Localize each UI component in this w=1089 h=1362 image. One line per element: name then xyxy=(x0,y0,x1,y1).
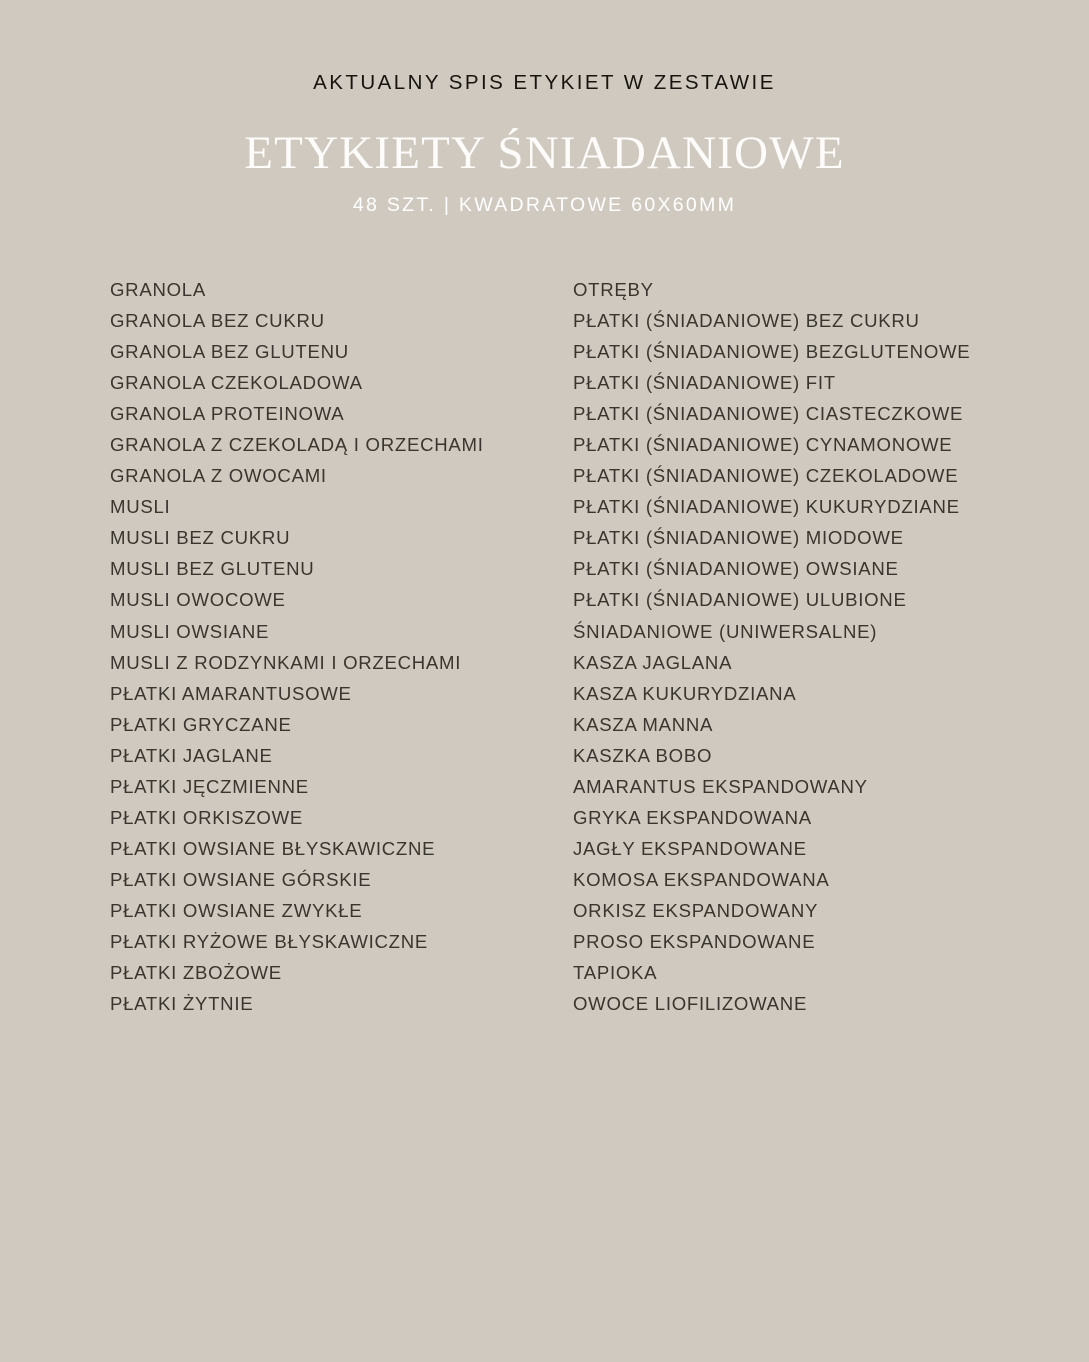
poster-header xyxy=(0,0,1089,217)
eyebrow-heading: AKTUALNY SPIS ETYKIET W ZESTAWIE xyxy=(313,71,776,94)
subtitle-quantity-size: 48 SZT. | KWADRATOWE 60X60MM xyxy=(352,193,737,216)
list-item: PŁATKI OWSIANE GÓRSKIE xyxy=(110,868,372,890)
list-item: GRANOLA PROTEINOWA xyxy=(110,403,345,425)
list-item: GRANOLA Z OWOCAMI xyxy=(110,465,327,487)
list-item: KASZA KUKURYDZIANA xyxy=(573,682,797,704)
list-item: KASZKA BOBO xyxy=(573,744,713,766)
list-item: OWOCE LIOFILIZOWANE xyxy=(573,993,808,1015)
list-item: GRANOLA xyxy=(110,279,206,300)
list-item: MUSLI OWSIANE xyxy=(110,620,270,642)
list-item: GRANOLA BEZ GLUTENU xyxy=(110,341,349,363)
list-item: PROSO EKSPANDOWANE xyxy=(573,930,816,952)
list-item: PŁATKI RYŻOWE BŁYSKAWICZNE xyxy=(110,930,428,952)
list-item: TAPIOKA xyxy=(573,962,658,984)
list-item: OTRĘBY xyxy=(573,279,654,300)
list-item: MUSLI BEZ CUKRU xyxy=(110,527,291,549)
list-item: ŚNIADANIOWE (UNIWERSALNE) xyxy=(573,620,878,642)
list-item: PŁATKI (ŚNIADANIOWE) MIODOWE xyxy=(573,527,904,549)
page-title: ETYKIETY ŚNIADANIOWE xyxy=(244,126,845,179)
list-item: JAGŁY EKSPANDOWANE xyxy=(573,837,807,859)
list-item: ORKISZ EKSPANDOWANY xyxy=(573,899,819,921)
list-item: PŁATKI (ŚNIADANIOWE) ULUBIONE xyxy=(573,589,907,611)
list-item: MUSLI Z RODZYNKAMI I ORZECHAMI xyxy=(110,651,462,673)
list-item: GRANOLA BEZ CUKRU xyxy=(110,310,325,332)
list-item: GRANOLA Z CZEKOLADĄ I ORZECHAMI xyxy=(110,434,484,456)
list-item: PŁATKI AMARANTUSOWE xyxy=(110,682,352,704)
list-item: PŁATKI (ŚNIADANIOWE) FIT xyxy=(573,372,836,394)
list-item: MUSLI BEZ GLUTENU xyxy=(110,558,315,580)
list-item: KASZA MANNA xyxy=(573,713,714,735)
list-item: GRYKA EKSPANDOWANA xyxy=(573,806,812,828)
list-item: PŁATKI ŻYTNIE xyxy=(110,993,254,1015)
list-item: PŁATKI OWSIANE ZWYKŁE xyxy=(110,899,363,921)
list-item: GRANOLA CZEKOLADOWA xyxy=(110,372,363,394)
label-list-right-column xyxy=(573,274,1023,1019)
list-item: PŁATKI (ŚNIADANIOWE) KUKURYDZIANE xyxy=(573,496,960,518)
list-item: PŁATKI JĘCZMIENNE xyxy=(110,775,309,797)
list-item: PŁATKI ORKISZOWE xyxy=(110,806,304,828)
list-item: PŁATKI OWSIANE BŁYSKAWICZNE xyxy=(110,837,436,859)
list-item: PŁATKI (ŚNIADANIOWE) CYNAMONOWE xyxy=(573,434,953,456)
list-item: PŁATKI JAGLANE xyxy=(110,744,273,766)
label-list-left-column xyxy=(110,274,555,1019)
label-list-columns xyxy=(0,274,1089,1019)
list-item: KASZA JAGLANA xyxy=(573,651,733,673)
list-item: MUSLI xyxy=(110,496,171,518)
list-item: PŁATKI (ŚNIADANIOWE) CZEKOLADOWE xyxy=(573,465,959,487)
list-item: PŁATKI (ŚNIADANIOWE) OWSIANE xyxy=(573,558,899,580)
list-item: PŁATKI GRYCZANE xyxy=(110,713,292,735)
list-item: PŁATKI (ŚNIADANIOWE) BEZ CUKRU xyxy=(573,310,920,332)
list-item: MUSLI OWOCOWE xyxy=(110,589,286,611)
list-item: PŁATKI (ŚNIADANIOWE) BEZGLUTENOWE xyxy=(573,341,971,363)
list-item: PŁATKI ZBOŻOWE xyxy=(110,962,282,984)
list-item: AMARANTUS EKSPANDOWANY xyxy=(573,775,868,797)
list-item: PŁATKI (ŚNIADANIOWE) CIASTECZKOWE xyxy=(573,403,964,425)
list-item: KOMOSA EKSPANDOWANA xyxy=(573,868,830,890)
